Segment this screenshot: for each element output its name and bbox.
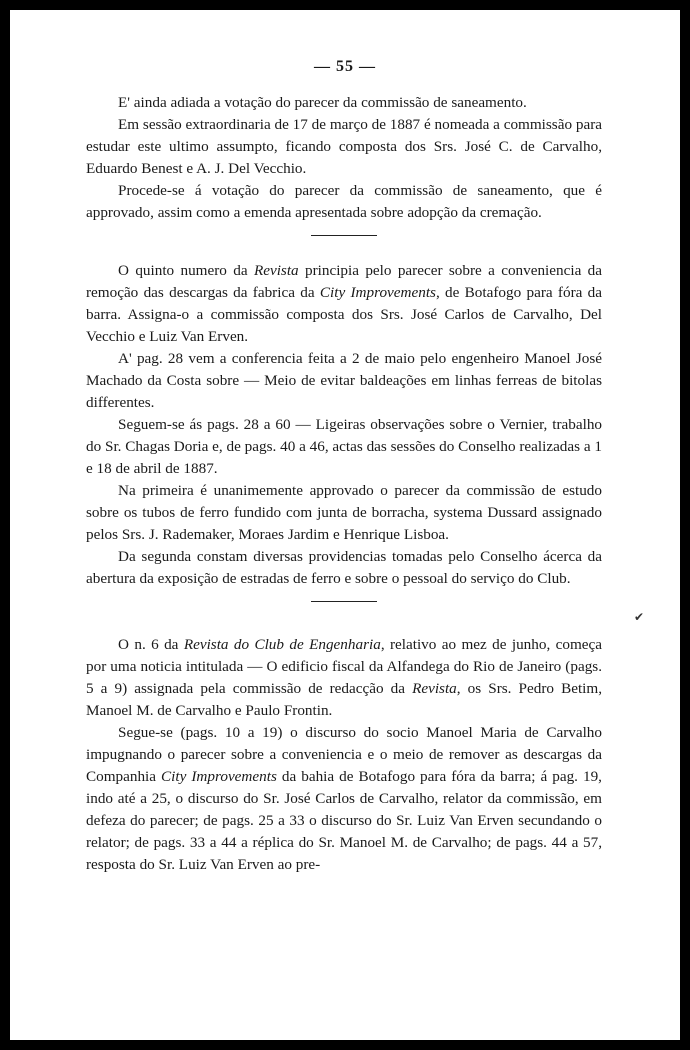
text-run: O quinto numero da <box>118 262 254 279</box>
text-run: principia pelo parecer sobre a conveniencia da remoção das descargas da fabrica da <box>86 262 603 301</box>
italic-title: Revista do Club de Engenharia <box>183 636 381 653</box>
text-run: da bahia de Botafogo para fóra da barra; á pag. 19, indo até a 25, o discurso do Sr. José Carlos de Carvalho, relator da commissão, em defeza do parecer; de pags. 25 a 33 o discurso do Sr. Luiz Van Erven secundando o relator; de pags. 33 a 44 a réplica do Sr. Manoel M. de Carvalho; de pags. 44 a 57, resposta do Sr. Luiz Van Erven ao pre- <box>86 768 602 873</box>
text-run: Segue-se (pags. 10 a 19) o discurso do socio Manoel Maria de Carvalho impugnando o parecer sobre a conveniencia e o meio de remover as descargas da Companhia <box>86 724 602 785</box>
document-body <box>86 92 602 876</box>
page-number: — 55 — <box>314 58 376 75</box>
paragraph <box>86 722 602 876</box>
paragraph: Na primeira é unanimemente approvado o parecer da commissão de estudo sobre os tubos de ferro fundido com junta de borracha, systema Dussard assignado pelos Srs. J. Rademaker, Moraes Jardim e Henrique Lisboa. <box>86 482 602 543</box>
italic-title: Revista <box>253 262 299 279</box>
paragraph: Da segunda constam diversas providencias tomadas pelo Conselho ácerca da abertura da exposição de estradas de ferro e sobre o pessoal do serviço do Club. <box>86 548 602 587</box>
paragraph: Em sessão extraordinaria de 17 de março de 1887 é nomeada a commissão para estudar este ultimo assumpto, ficando composta dos Srs. José C. de Carvalho, Eduardo Benest e A. J. Del Vecchio. <box>86 116 602 177</box>
paragraph <box>86 260 602 348</box>
section-saneamento <box>86 92 602 224</box>
section-divider <box>311 235 377 236</box>
italic-title: City Improvements <box>319 284 436 301</box>
document-page <box>10 10 680 1040</box>
section-divider <box>311 601 377 602</box>
text-run: , de Botafogo para fóra da barra. Assigna-o a commissão composta dos Srs. José Carlos de Carvalho, Del Vecchio e Luiz Van Erven. <box>86 284 602 345</box>
paragraph: E' ainda adiada a votação do parecer da commissão de saneamento. <box>118 94 527 111</box>
text-run: , relativo ao mez de junho, começa por uma noticia intitulada — O edificio fiscal da Alfandega do Rio de Janeiro (pags. 5 a 9) assignada pela commissão de redacção da <box>86 636 602 697</box>
paragraph <box>86 634 602 722</box>
paragraph: Seguem-se ás pags. 28 a 60 — Ligeiras observações sobre o Vernier, trabalho do Sr. Chagas Doria e, de pags. 40 a 46, actas das sessões do Conselho realizadas a 1 e 18 de abril de 1887. <box>86 416 602 477</box>
margin-mark: ✔ <box>634 610 645 624</box>
section-numero-seis <box>86 634 602 876</box>
section-quinto-numero <box>86 260 602 590</box>
paragraph: A' pag. 28 vem a conferencia feita a 2 de maio pelo engenheiro Manoel José Machado da Costa sobre — Meio de evitar baldeações em linhas ferreas de bitolas differentes. <box>86 350 602 411</box>
paragraph: Procede-se á votação do parecer da commissão de saneamento, que é approvado, assim como a emenda apresentada sobre adopção da cremação. <box>86 182 602 221</box>
text-run: , os Srs. Pedro Betim, Manoel M. de Carvalho e Paulo Frontin. <box>86 680 602 719</box>
text-run: O n. 6 da <box>118 636 184 653</box>
italic-title: Revista <box>412 680 457 697</box>
italic-title: City Improvements <box>161 768 277 785</box>
